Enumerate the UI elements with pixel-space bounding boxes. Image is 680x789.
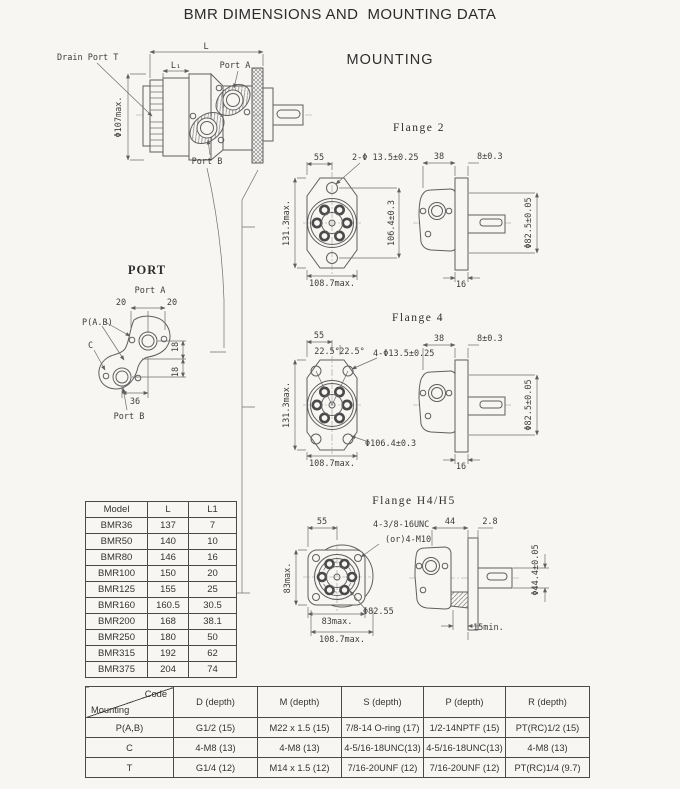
cell-p: 1/2-14NPTF (15) xyxy=(424,718,506,738)
cell-model: BMR100 xyxy=(86,566,148,582)
dim-square: 83max. xyxy=(321,617,353,627)
table-row xyxy=(86,550,237,566)
dim-pilot: Φ82.5±0.05 xyxy=(524,379,534,431)
dim-height: 131.3max. xyxy=(282,199,292,247)
dim-width: 108.7max. xyxy=(308,279,356,289)
cell-l1: 10 xyxy=(189,534,237,550)
cell-l1: 30.5 xyxy=(189,598,237,614)
flange4-front-view xyxy=(303,356,361,456)
flange-h-front-view xyxy=(303,544,373,611)
cell-l1: 25 xyxy=(189,582,237,598)
table-row xyxy=(86,614,237,630)
corner-label-code: Code xyxy=(144,689,167,699)
flange-h4h5-drawing xyxy=(265,480,580,665)
dim-height: 131.3max. xyxy=(282,381,292,429)
dim-55: 55 xyxy=(316,517,328,527)
dim-38: 38 xyxy=(433,334,445,344)
dim-16: 16 xyxy=(455,280,467,290)
bolt-circle: Φ106.4±0.3 xyxy=(365,439,417,449)
cell-l: 137 xyxy=(148,518,189,534)
dim-38: 38 xyxy=(433,152,445,162)
cell-model: BMR36 xyxy=(86,518,148,534)
table-row xyxy=(86,534,237,550)
dim-holes: 4-Φ13.5±0.25 xyxy=(373,349,435,359)
dim-body-diameter: Φ107max. xyxy=(114,96,124,138)
cell-model: BMR125 xyxy=(86,582,148,598)
row-label: T xyxy=(86,758,174,778)
cell-s: 4-5/16-18UNC(13) xyxy=(342,738,424,758)
cell-l: 204 xyxy=(148,662,189,678)
flange-h4h5-title: Flange H4/H5 xyxy=(372,495,456,507)
cell-model: BMR80 xyxy=(86,550,148,566)
dim-height: 83max. xyxy=(283,562,293,594)
label-port-a: Port A xyxy=(219,61,251,71)
cell-d: 4-M8 (13) xyxy=(174,738,258,758)
cell-p: 4-5/16-18UNC(13) xyxy=(424,738,506,758)
corner-header-cell xyxy=(86,687,174,718)
dim-44: 44 xyxy=(444,517,456,527)
page-title: BMR DIMENSIONS AND MOUNTING DATA xyxy=(183,6,497,23)
dim-18-bottom: 18 xyxy=(171,366,181,378)
cell-m: 4-M8 (13) xyxy=(258,738,342,758)
label-port-b: Port B xyxy=(113,412,145,422)
cell-s: 7/8-14 O-ring (17) xyxy=(342,718,424,738)
holes-line1: 4-3/8-16UNC xyxy=(373,520,430,530)
dim-36: 36 xyxy=(129,397,141,407)
table-row xyxy=(86,582,237,598)
table-row xyxy=(86,758,590,778)
flange4-drawing xyxy=(265,298,575,488)
dim-55: 55 xyxy=(313,331,325,341)
mount-table-header-row xyxy=(86,687,590,718)
cell-l1: 7 xyxy=(189,518,237,534)
cell-model: BMR250 xyxy=(86,630,148,646)
col-header-l1: L1 xyxy=(189,502,237,518)
flange2-title: Flange 2 xyxy=(393,122,445,134)
label-c: C xyxy=(88,341,94,351)
port-heading: PORT xyxy=(127,263,167,277)
dim-width: 108.7max. xyxy=(318,635,366,645)
port-view-drawing xyxy=(50,260,245,430)
dim-20-left: 20 xyxy=(115,298,127,308)
label-p-ab: P(A.B) xyxy=(82,318,113,328)
cell-r: PT(RC)1/4 (9.7) xyxy=(506,758,590,778)
dim-8: 8±0.3 xyxy=(477,152,503,162)
table-row xyxy=(86,646,237,662)
corner-label-mounting: Mounting xyxy=(91,705,130,715)
dim-8: 8±0.3 xyxy=(477,334,503,344)
cell-l1: 62 xyxy=(189,646,237,662)
cell-model: BMR315 xyxy=(86,646,148,662)
row-label: P(A,B) xyxy=(86,718,174,738)
table-row xyxy=(86,566,237,582)
flange2-drawing xyxy=(265,118,575,303)
cell-p: 7/16-20UNF (12) xyxy=(424,758,506,778)
flange4-front-dimensions xyxy=(282,331,434,469)
cell-model: BMR50 xyxy=(86,534,148,550)
table-row xyxy=(86,598,237,614)
col-header-p: P (depth) xyxy=(424,687,506,718)
mounting-code-table xyxy=(85,686,590,778)
cell-l1: 16 xyxy=(189,550,237,566)
row-label: C xyxy=(86,738,174,758)
table-row xyxy=(86,662,237,678)
angle-left: 22.5° xyxy=(314,347,340,357)
flange2-front-view xyxy=(303,172,361,274)
cell-l1: 38.1 xyxy=(189,614,237,630)
table-row xyxy=(86,718,590,738)
dim-holes: 2-Φ 13.5±0.25 xyxy=(352,153,419,163)
col-header-model: Model xyxy=(86,502,148,518)
cell-model: BMR160 xyxy=(86,598,148,614)
model-table xyxy=(85,501,237,678)
col-header-d: D (depth) xyxy=(174,687,258,718)
table-row xyxy=(86,518,237,534)
cell-d: G1/2 (15) xyxy=(174,718,258,738)
cell-l: 140 xyxy=(148,534,189,550)
cell-l: 180 xyxy=(148,630,189,646)
bolt-circle: Φ82.55 xyxy=(363,607,394,617)
cell-model: BMR375 xyxy=(86,662,148,678)
label-port-a: Port A xyxy=(134,286,166,296)
col-header-s: S (depth) xyxy=(342,687,424,718)
dim-shaft: Φ44.4±0.05 xyxy=(531,544,541,596)
model-table-header-row xyxy=(86,502,237,518)
cell-l: 168 xyxy=(148,614,189,630)
cell-model: BMR200 xyxy=(86,614,148,630)
dim-16: 16 xyxy=(455,462,467,472)
cell-d: G1/4 (12) xyxy=(174,758,258,778)
label-port-b: Port B xyxy=(191,157,223,167)
cell-l: 192 xyxy=(148,646,189,662)
cell-l: 146 xyxy=(148,550,189,566)
dim-55: 55 xyxy=(313,153,325,163)
dim-18-top: 18 xyxy=(171,341,181,353)
cell-l: 155 xyxy=(148,582,189,598)
dim-L1: L₁ xyxy=(170,61,182,71)
col-header-r: R (depth) xyxy=(506,687,590,718)
flange2-side-view xyxy=(413,152,537,290)
cell-l1: 74 xyxy=(189,662,237,678)
cell-m: M14 x 1.5 (12) xyxy=(258,758,342,778)
table-row xyxy=(86,738,590,758)
cell-l1: 20 xyxy=(189,566,237,582)
dim-width: 108.7max. xyxy=(308,459,356,469)
table-row xyxy=(86,630,237,646)
dim-bolt-span: 106.4±0.3 xyxy=(387,199,397,247)
cell-r: PT(RC)1/2 (15) xyxy=(506,718,590,738)
col-header-l: L xyxy=(148,502,189,518)
col-header-m: M (depth) xyxy=(258,687,342,718)
cell-l: 150 xyxy=(148,566,189,582)
cell-s: 7/16-20UNF (12) xyxy=(342,758,424,778)
dim-pilot: Φ82.5±0.05 xyxy=(524,197,534,249)
dim-2-8: 2.8 xyxy=(482,517,498,527)
holes-line2: (or)4-M10 xyxy=(385,535,432,545)
label-drain-port: Drain Port T xyxy=(57,53,119,63)
dim-20-right: 20 xyxy=(166,298,178,308)
mounting-heading: MOUNTING xyxy=(346,52,434,68)
dim-L: L xyxy=(203,42,209,52)
angle-right: 22.5° xyxy=(339,347,365,357)
cell-l: 160.5 xyxy=(148,598,189,614)
dim-15min: 15min. xyxy=(473,623,504,633)
cell-r: 4-M8 (13) xyxy=(506,738,590,758)
cell-m: M22 x 1.5 (15) xyxy=(258,718,342,738)
cell-l1: 50 xyxy=(189,630,237,646)
flange4-title: Flange 4 xyxy=(392,312,444,324)
